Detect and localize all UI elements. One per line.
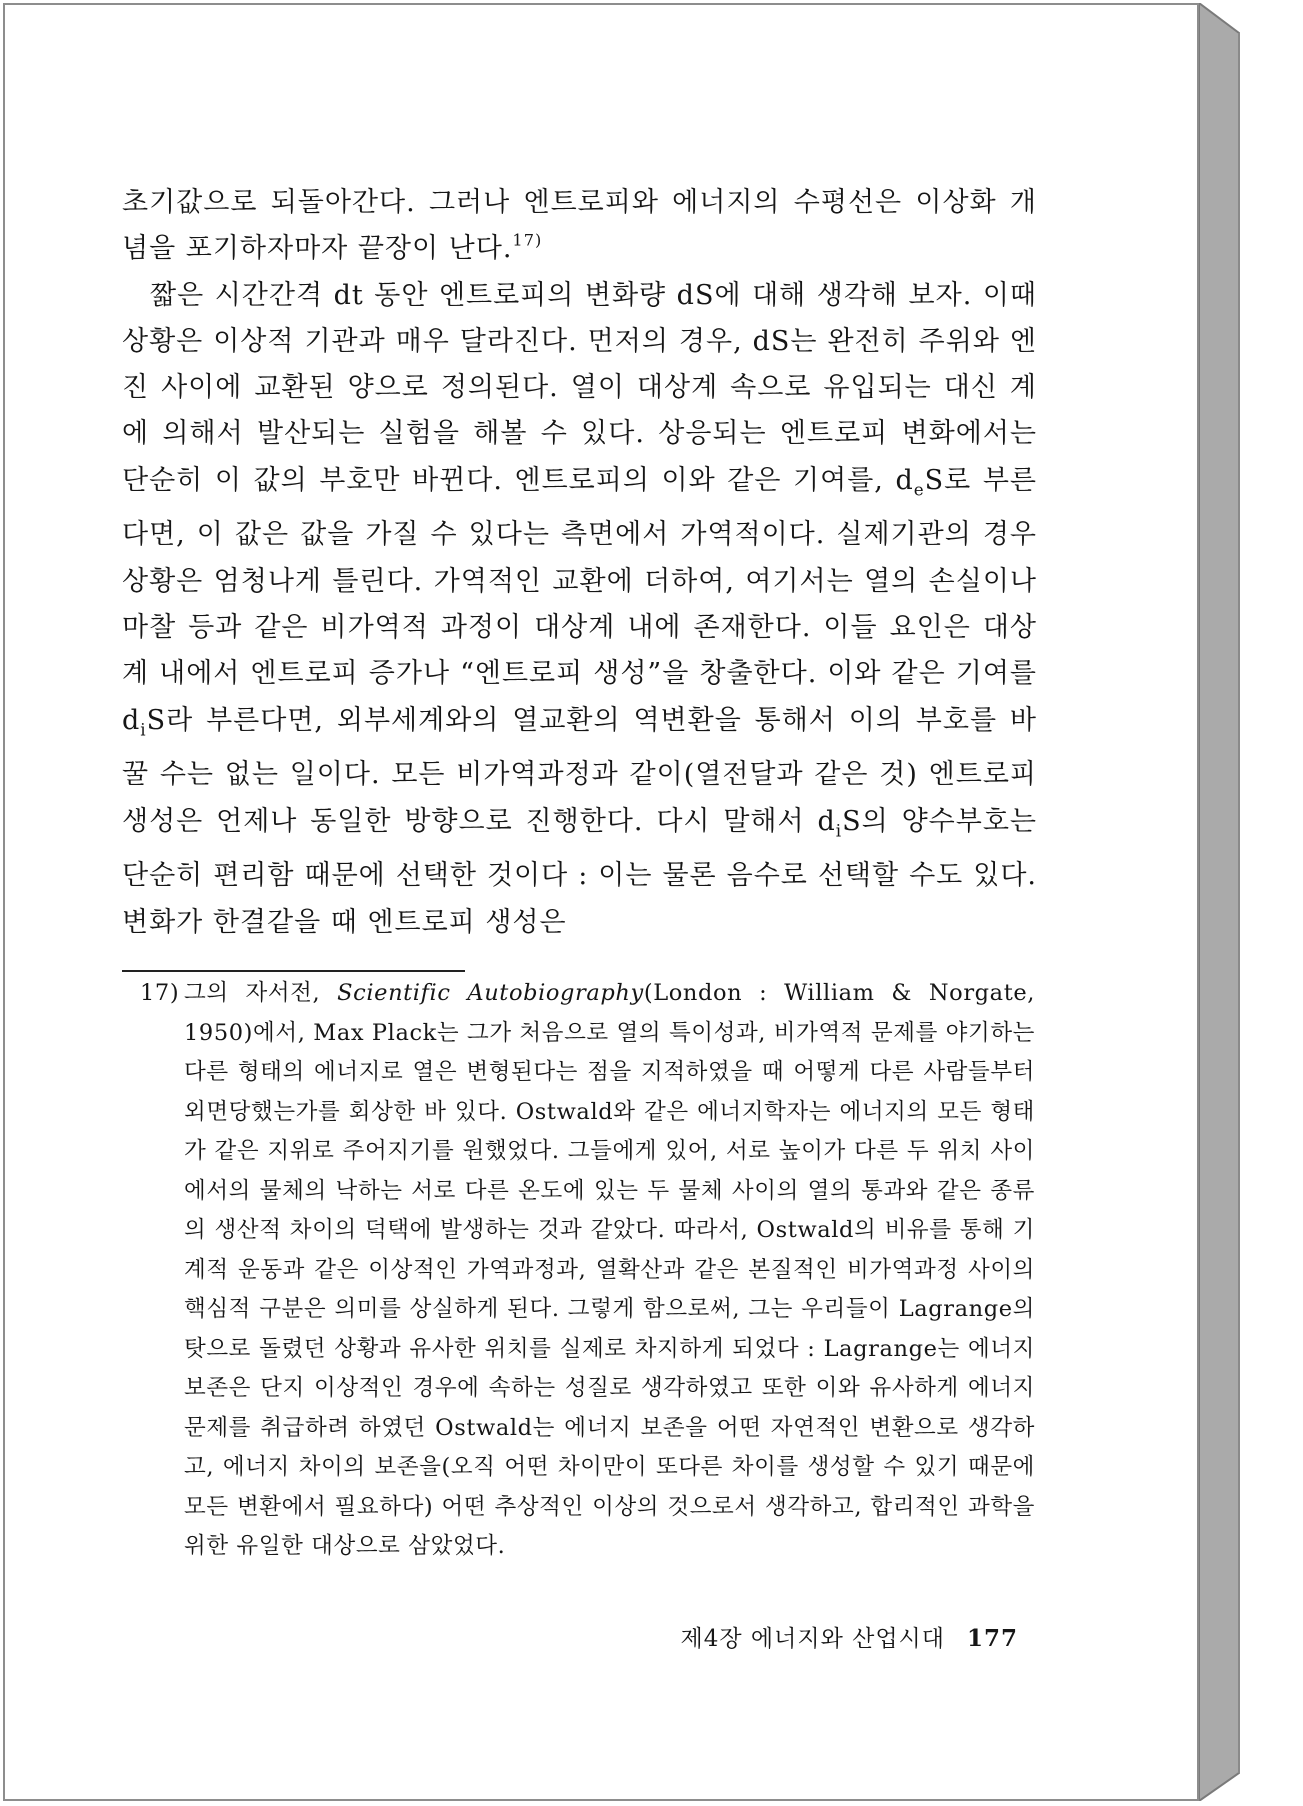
footnote-divider (122, 970, 465, 972)
footnote-17 (140, 974, 1035, 1567)
subscript-i: i (140, 719, 147, 740)
paragraph-1: 초기값으로 되돌아간다. 그러나 엔트로피와 에너지의 수평선은 이상화 개념을 포기하자마자 끝장이 난다.$^{17)}$ (122, 187, 1037, 265)
running-footer (681, 1620, 1018, 1653)
page-edge-3d (1199, 3, 1263, 1801)
page-number: 177 (966, 1625, 1018, 1652)
subscript-e: e (913, 479, 925, 500)
footnote-body: 그의 자서전, Scientific Autobiography(London : William & Norgate, 1950)에서, Max Plack는 그가 처음으로 열의 특이성과, 비가역적 문제를 야기하는 다른 형태의 에너지로 열은 변형된다는 점을 지적하였을 때 어떻게 다른 사람들부터 외면당했는가를 회상한 바 있다. Ostwald와 같은 에너지학자는 에너지의 모든 형태가 같은 지위로 주어지기를 원했었다. 그들에게 있어, 서로 높이가 다른 두 위치 사이에서의 물체의 낙하는 서로 다른 온도에 있는 두 물체 사이의 열의 통과와 같은 종류의 생산적 차이의 덕택에 발생하는 것과 같았다. 따라서, Ostwald의 비유를 통해 기계적 운동과 같은 이상적인 가역과정과, 열확산과 같은 본질적인 비가역과정 사이의 핵심적 구분은 의미를 상실하게 된다. 그렇게 함으로써, 그는 우리들이 Lagrange의 탓으로 돌렸던 상황과 유사한 위치를 실제로 차지하게 되었다 : Lagrange는 에너지 보존은 단지 이상적인 경우에 속하는 성질로 생각하였고 또한 이와 유사하게 에너지 문제를 취급하려 하였던 Ostwald는 에너지 보존을 어떤 자연적인 변환으로 생각하고, 에너지 차이의 보존을(오직 어떤 차이만이 또다른 차이를 생성할 수 있기 때문에 모든 변환에서 필요하다) 어떤 추상적인 이상의 것으로서 생각하고, 합리적인 과학을 위한 유일한 대상으로 삼았었다. (184, 980, 1035, 1559)
subscript-i: i (835, 820, 843, 841)
footnote-reference[interactable]: 17) (512, 230, 543, 250)
main-text (122, 180, 1037, 946)
footnote-marker: 17) (140, 980, 180, 1006)
paragraph-2: 짧은 시간간격 dt 동안 엔트로피의 변화량 dS에 대해 생각해 보자. 이때 상황은 이상적 기관과 매우 달라진다. 먼저의 경우, dS는 완전히 주위와 엔진 사이에 교환된 양으로 정의된다. 열이 대상계 속으로 유입되는 대신 계에 의해서 발산되는 실험을 해볼 수 있다. 상응되는 엔트로피 변화에서는 단순히 이 값의 부호만 바뀐다. 엔트로피의 이와 같은 기여를, $d_eS$로 부른다면, 이 값은 값을 가질 수 있다는 측면에서 가역적이다. 실제기관의 경우 상황은 엄청나게 틀린다. 가역적인 교환에 더하여, 여기서는 열의 손실이나 마찰 등과 같은 비가역적 과정이 대상계 내에 존재한다. 이들 요인은 대상계 내에서 엔트로피 증가나 “엔트로피 생성”을 창출한다. 이와 같은 기여를 $d_iS$라 부른다면, 외부세계와의 열교환의 역변환을 통해서 이의 부호를 바꿀 수는 없는 일이다. 모든 비가역과정과 같이(열전달과 같은 것) 엔트로피 생성은 언제나 동일한 방향으로 진행한다. 다시 말해서 $d_iS$의 양수부호는 단순히 편리함 때문에 선택한 것이다 : 이는 물론 음수로 선택할 수도 있다. 변화가 한결같을 때 엔트로피 생성은 (122, 279, 1037, 938)
book-title: Scientific Autobiography (337, 980, 644, 1006)
chapter-title: 제4장 에너지와 산업시대 (680, 1626, 945, 1652)
